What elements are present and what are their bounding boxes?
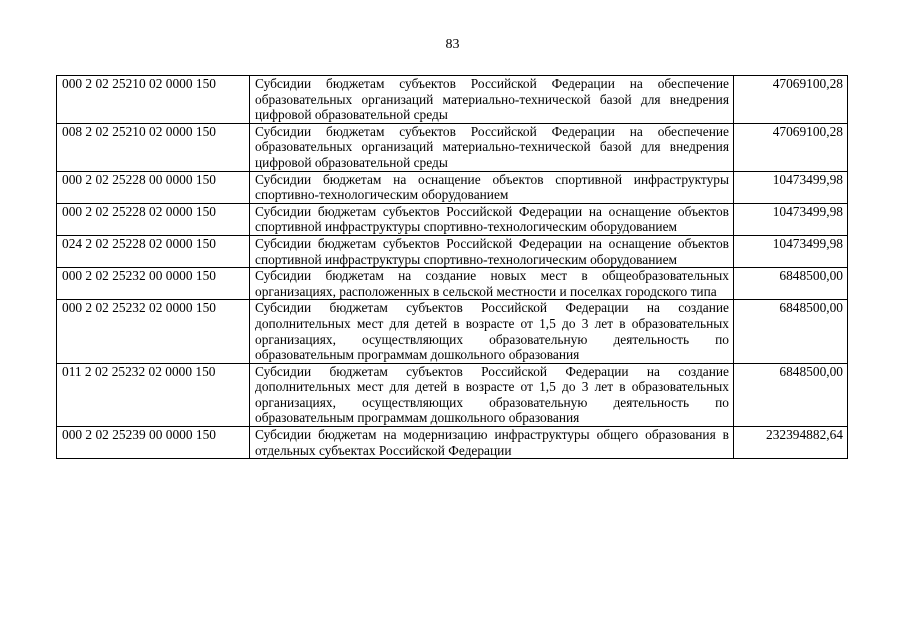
budget-code-cell: 000 2 02 25228 02 0000 150 [57,203,250,235]
amount-cell: 47069100,28 [734,123,848,171]
table-row [57,203,848,235]
table-row [57,171,848,203]
amount-cell: 6848500,00 [734,268,848,300]
description-cell: Субсидии бюджетам субъектов Российской Федерации на создание дополнительных мест для детей в возрасте от 1,5 до 3 лет в образовательных организациях, осуществляющих образовательную деятельность по образовательным программам дошкольного образования [250,363,734,426]
budget-code-cell: 000 2 02 25239 00 0000 150 [57,427,250,459]
amount-cell: 10473499,98 [734,235,848,267]
table-row [57,300,848,363]
description-cell: Субсидии бюджетам субъектов Российской Федерации на оснащение объектов спортивной инфраструктуры спортивно-технологическим оборудованием [250,235,734,267]
description-cell: Субсидии бюджетам субъектов Российской Федерации на создание дополнительных мест для детей в возрасте от 1,5 до 3 лет в образовательных организациях, осуществляющих образовательную деятельность по образовательным программам дошкольного образования [250,300,734,363]
description-cell: Субсидии бюджетам на модернизацию инфраструктуры общего образования в отдельных субъектах Российской Федерации [250,427,734,459]
table-row [57,76,848,124]
budget-code-cell: 000 2 02 25210 02 0000 150 [57,76,250,124]
budget-code-cell: 000 2 02 25232 00 0000 150 [57,268,250,300]
description-cell: Субсидии бюджетам на создание новых мест в общеобразовательных организациях, расположенных в сельской местности и поселках городского типа [250,268,734,300]
budget-code-cell: 000 2 02 25228 00 0000 150 [57,171,250,203]
table-row [57,268,848,300]
table-row [57,427,848,459]
amount-cell: 6848500,00 [734,363,848,426]
description-cell: Субсидии бюджетам субъектов Российской Федерации на обеспечение образовательных организаций материально-технической базой для внедрения цифровой образовательной среды [250,76,734,124]
description-cell: Субсидии бюджетам субъектов Российской Федерации на обеспечение образовательных организаций материально-технической базой для внедрения цифровой образовательной среды [250,123,734,171]
amount-cell: 10473499,98 [734,203,848,235]
budget-code-cell: 000 2 02 25232 02 0000 150 [57,300,250,363]
amount-cell: 47069100,28 [734,76,848,124]
amount-cell: 232394882,64 [734,427,848,459]
table-row [57,363,848,426]
budget-table [56,75,848,459]
budget-code-cell: 008 2 02 25210 02 0000 150 [57,123,250,171]
amount-cell: 6848500,00 [734,300,848,363]
description-cell: Субсидии бюджетам на оснащение объектов спортивной инфраструктуры спортивно-технологическим оборудованием [250,171,734,203]
description-cell: Субсидии бюджетам субъектов Российской Федерации на оснащение объектов спортивной инфраструктуры спортивно-технологическим оборудованием [250,203,734,235]
table-row [57,235,848,267]
page-number: 83 [445,37,460,52]
budget-code-cell: 024 2 02 25228 02 0000 150 [57,235,250,267]
budget-code-cell: 011 2 02 25232 02 0000 150 [57,363,250,426]
amount-cell: 10473499,98 [734,171,848,203]
table-row [57,123,848,171]
